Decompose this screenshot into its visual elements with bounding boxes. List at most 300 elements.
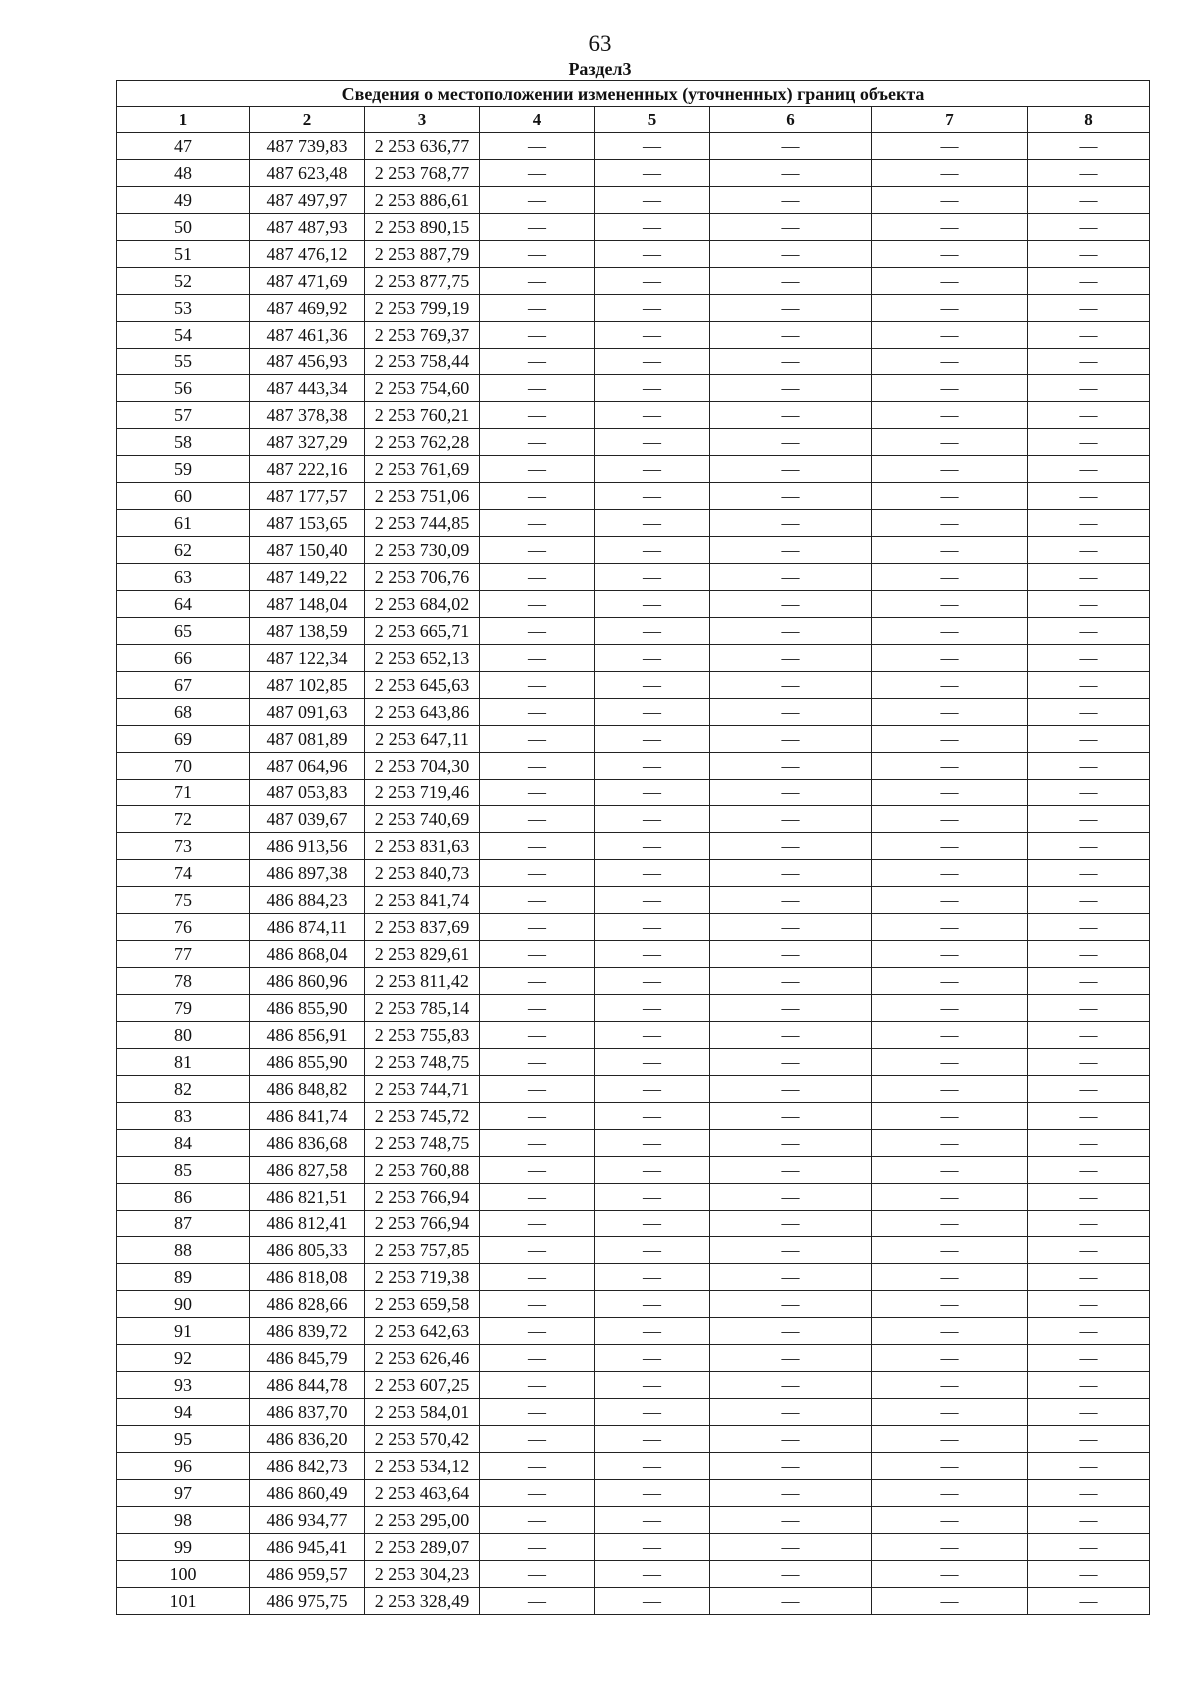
- empty-cell: —: [872, 1210, 1028, 1237]
- empty-cell: —: [480, 537, 595, 564]
- empty-cell: —: [710, 644, 872, 671]
- x-coordinate-cell: 486 945,41: [250, 1533, 365, 1560]
- empty-cell: —: [480, 213, 595, 240]
- empty-cell: —: [872, 1156, 1028, 1183]
- y-coordinate-cell: 2 253 645,63: [365, 671, 480, 698]
- empty-cell: —: [872, 294, 1028, 321]
- x-coordinate-cell: 487 122,34: [250, 644, 365, 671]
- empty-cell: —: [710, 806, 872, 833]
- point-number-cell: 51: [117, 240, 250, 267]
- table-row: [117, 1560, 1150, 1587]
- empty-cell: —: [710, 483, 872, 510]
- y-coordinate-cell: 2 253 719,38: [365, 1264, 480, 1291]
- empty-cell: —: [595, 806, 710, 833]
- x-coordinate-cell: 487 102,85: [250, 671, 365, 698]
- table-row: [117, 671, 1150, 698]
- empty-cell: —: [1028, 294, 1150, 321]
- empty-cell: —: [595, 267, 710, 294]
- point-number-cell: 61: [117, 510, 250, 537]
- point-number-cell: 90: [117, 1291, 250, 1318]
- table-row: [117, 806, 1150, 833]
- y-coordinate-cell: 2 253 328,49: [365, 1587, 480, 1614]
- x-coordinate-cell: 486 855,90: [250, 1048, 365, 1075]
- empty-cell: —: [710, 1587, 872, 1614]
- point-number-cell: 74: [117, 860, 250, 887]
- empty-cell: —: [872, 1264, 1028, 1291]
- empty-cell: —: [480, 752, 595, 779]
- empty-cell: —: [710, 456, 872, 483]
- empty-cell: —: [480, 348, 595, 375]
- y-coordinate-cell: 2 253 837,69: [365, 914, 480, 941]
- x-coordinate-cell: 487 039,67: [250, 806, 365, 833]
- point-number-cell: 59: [117, 456, 250, 483]
- empty-cell: —: [595, 1237, 710, 1264]
- empty-cell: —: [480, 1479, 595, 1506]
- empty-cell: —: [872, 752, 1028, 779]
- point-number-cell: 55: [117, 348, 250, 375]
- y-coordinate-cell: 2 253 761,69: [365, 456, 480, 483]
- empty-cell: —: [595, 240, 710, 267]
- empty-cell: —: [480, 294, 595, 321]
- empty-cell: —: [710, 617, 872, 644]
- empty-cell: —: [480, 1560, 595, 1587]
- empty-cell: —: [595, 1479, 710, 1506]
- empty-cell: —: [480, 402, 595, 429]
- point-number-cell: 63: [117, 564, 250, 591]
- empty-cell: —: [595, 590, 710, 617]
- empty-cell: —: [710, 1021, 872, 1048]
- x-coordinate-cell: 487 487,93: [250, 213, 365, 240]
- empty-cell: —: [595, 914, 710, 941]
- y-coordinate-cell: 2 253 766,94: [365, 1210, 480, 1237]
- point-number-cell: 83: [117, 1102, 250, 1129]
- column-number: 5: [595, 107, 710, 133]
- point-number-cell: 54: [117, 321, 250, 348]
- y-coordinate-cell: 2 253 463,64: [365, 1479, 480, 1506]
- empty-cell: —: [480, 1399, 595, 1426]
- y-coordinate-cell: 2 253 706,76: [365, 564, 480, 591]
- y-coordinate-cell: 2 253 886,61: [365, 186, 480, 213]
- empty-cell: —: [1028, 941, 1150, 968]
- point-number-cell: 57: [117, 402, 250, 429]
- empty-cell: —: [710, 240, 872, 267]
- x-coordinate-cell: 487 497,97: [250, 186, 365, 213]
- table-row: [117, 1587, 1150, 1614]
- empty-cell: —: [710, 402, 872, 429]
- x-coordinate-cell: 487 461,36: [250, 321, 365, 348]
- empty-cell: —: [480, 1291, 595, 1318]
- empty-cell: —: [595, 537, 710, 564]
- empty-cell: —: [595, 1560, 710, 1587]
- x-coordinate-cell: 486 821,51: [250, 1183, 365, 1210]
- y-coordinate-cell: 2 253 719,46: [365, 779, 480, 806]
- table-row: [117, 1183, 1150, 1210]
- empty-cell: —: [480, 698, 595, 725]
- empty-cell: —: [480, 644, 595, 671]
- empty-cell: —: [480, 1237, 595, 1264]
- table-row: [117, 1452, 1150, 1479]
- y-coordinate-cell: 2 253 744,71: [365, 1075, 480, 1102]
- column-number: 4: [480, 107, 595, 133]
- empty-cell: —: [710, 698, 872, 725]
- table-row: [117, 1318, 1150, 1345]
- empty-cell: —: [710, 267, 872, 294]
- empty-cell: —: [872, 267, 1028, 294]
- y-coordinate-cell: 2 253 890,15: [365, 213, 480, 240]
- empty-cell: —: [595, 887, 710, 914]
- empty-cell: —: [710, 1210, 872, 1237]
- point-number-cell: 68: [117, 698, 250, 725]
- y-coordinate-cell: 2 253 877,75: [365, 267, 480, 294]
- empty-cell: —: [595, 617, 710, 644]
- empty-cell: —: [595, 510, 710, 537]
- empty-cell: —: [872, 995, 1028, 1022]
- empty-cell: —: [710, 914, 872, 941]
- y-coordinate-cell: 2 253 755,83: [365, 1021, 480, 1048]
- empty-cell: —: [1028, 1210, 1150, 1237]
- x-coordinate-cell: 487 091,63: [250, 698, 365, 725]
- empty-cell: —: [872, 1237, 1028, 1264]
- empty-cell: —: [480, 806, 595, 833]
- empty-cell: —: [480, 833, 595, 860]
- table-row: [117, 1399, 1150, 1426]
- empty-cell: —: [1028, 995, 1150, 1022]
- empty-cell: —: [872, 1587, 1028, 1614]
- y-coordinate-cell: 2 253 684,02: [365, 590, 480, 617]
- y-coordinate-cell: 2 253 799,19: [365, 294, 480, 321]
- empty-cell: —: [710, 1156, 872, 1183]
- empty-cell: —: [480, 159, 595, 186]
- point-number-cell: 91: [117, 1318, 250, 1345]
- table-row: [117, 213, 1150, 240]
- x-coordinate-cell: 487 327,29: [250, 429, 365, 456]
- y-coordinate-cell: 2 253 748,75: [365, 1129, 480, 1156]
- y-coordinate-cell: 2 253 295,00: [365, 1506, 480, 1533]
- y-coordinate-cell: 2 253 754,60: [365, 375, 480, 402]
- point-number-cell: 73: [117, 833, 250, 860]
- x-coordinate-cell: 486 839,72: [250, 1318, 365, 1345]
- y-coordinate-cell: 2 253 887,79: [365, 240, 480, 267]
- empty-cell: —: [710, 752, 872, 779]
- point-number-cell: 47: [117, 133, 250, 160]
- empty-cell: —: [872, 240, 1028, 267]
- table-row: [117, 348, 1150, 375]
- x-coordinate-cell: 487 081,89: [250, 725, 365, 752]
- empty-cell: —: [710, 1372, 872, 1399]
- column-number-row: [117, 107, 1150, 133]
- x-coordinate-cell: 486 836,68: [250, 1129, 365, 1156]
- empty-cell: —: [480, 1345, 595, 1372]
- point-number-cell: 75: [117, 887, 250, 914]
- empty-cell: —: [1028, 159, 1150, 186]
- y-coordinate-cell: 2 253 730,09: [365, 537, 480, 564]
- point-number-cell: 69: [117, 725, 250, 752]
- x-coordinate-cell: 487 064,96: [250, 752, 365, 779]
- x-coordinate-cell: 486 836,20: [250, 1426, 365, 1453]
- empty-cell: —: [872, 1426, 1028, 1453]
- empty-cell: —: [872, 806, 1028, 833]
- x-coordinate-cell: 486 934,77: [250, 1506, 365, 1533]
- empty-cell: —: [710, 429, 872, 456]
- empty-cell: —: [1028, 1372, 1150, 1399]
- empty-cell: —: [595, 1372, 710, 1399]
- table-row: [117, 779, 1150, 806]
- empty-cell: —: [710, 321, 872, 348]
- y-coordinate-cell: 2 253 607,25: [365, 1372, 480, 1399]
- empty-cell: —: [710, 294, 872, 321]
- table-row: [117, 429, 1150, 456]
- empty-cell: —: [872, 133, 1028, 160]
- table-row: [117, 294, 1150, 321]
- empty-cell: —: [1028, 779, 1150, 806]
- empty-cell: —: [480, 1210, 595, 1237]
- y-coordinate-cell: 2 253 762,28: [365, 429, 480, 456]
- table-row: [117, 510, 1150, 537]
- empty-cell: —: [480, 671, 595, 698]
- empty-cell: —: [710, 833, 872, 860]
- table-row: [117, 1372, 1150, 1399]
- empty-cell: —: [1028, 1345, 1150, 1372]
- y-coordinate-cell: 2 253 785,14: [365, 995, 480, 1022]
- empty-cell: —: [872, 887, 1028, 914]
- x-coordinate-cell: 486 897,38: [250, 860, 365, 887]
- empty-cell: —: [710, 995, 872, 1022]
- point-number-cell: 86: [117, 1183, 250, 1210]
- table-row: [117, 1264, 1150, 1291]
- empty-cell: —: [710, 1102, 872, 1129]
- table-row: [117, 375, 1150, 402]
- empty-cell: —: [480, 133, 595, 160]
- empty-cell: —: [480, 1426, 595, 1453]
- x-coordinate-cell: 487 469,92: [250, 294, 365, 321]
- empty-cell: —: [595, 1210, 710, 1237]
- table-row: [117, 402, 1150, 429]
- empty-cell: —: [595, 995, 710, 1022]
- empty-cell: —: [480, 914, 595, 941]
- empty-cell: —: [710, 1237, 872, 1264]
- empty-cell: —: [710, 1318, 872, 1345]
- empty-cell: —: [1028, 860, 1150, 887]
- y-coordinate-cell: 2 253 659,58: [365, 1291, 480, 1318]
- empty-cell: —: [1028, 564, 1150, 591]
- point-number-cell: 48: [117, 159, 250, 186]
- empty-cell: —: [595, 1156, 710, 1183]
- empty-cell: —: [1028, 1291, 1150, 1318]
- empty-cell: —: [710, 968, 872, 995]
- column-number: 2: [250, 107, 365, 133]
- y-coordinate-cell: 2 253 304,23: [365, 1560, 480, 1587]
- empty-cell: —: [595, 1426, 710, 1453]
- empty-cell: —: [872, 698, 1028, 725]
- y-coordinate-cell: 2 253 841,74: [365, 887, 480, 914]
- empty-cell: —: [480, 1533, 595, 1560]
- y-coordinate-cell: 2 253 740,69: [365, 806, 480, 833]
- empty-cell: —: [710, 887, 872, 914]
- empty-cell: —: [595, 1129, 710, 1156]
- empty-cell: —: [710, 1426, 872, 1453]
- empty-cell: —: [872, 671, 1028, 698]
- table-row: [117, 833, 1150, 860]
- empty-cell: —: [710, 537, 872, 564]
- table-row: [117, 617, 1150, 644]
- table-row: [117, 995, 1150, 1022]
- y-coordinate-cell: 2 253 831,63: [365, 833, 480, 860]
- table-row: [117, 887, 1150, 914]
- empty-cell: —: [480, 1129, 595, 1156]
- empty-cell: —: [480, 1156, 595, 1183]
- empty-cell: —: [872, 1102, 1028, 1129]
- empty-cell: —: [1028, 1399, 1150, 1426]
- empty-cell: —: [872, 456, 1028, 483]
- empty-cell: —: [872, 860, 1028, 887]
- y-coordinate-cell: 2 253 584,01: [365, 1399, 480, 1426]
- x-coordinate-cell: 486 827,58: [250, 1156, 365, 1183]
- table-row: [117, 1345, 1150, 1372]
- empty-cell: —: [1028, 240, 1150, 267]
- empty-cell: —: [595, 1264, 710, 1291]
- table-row: [117, 1237, 1150, 1264]
- point-number-cell: 52: [117, 267, 250, 294]
- y-coordinate-cell: 2 253 570,42: [365, 1426, 480, 1453]
- point-number-cell: 72: [117, 806, 250, 833]
- empty-cell: —: [595, 860, 710, 887]
- empty-cell: —: [595, 1345, 710, 1372]
- empty-cell: —: [595, 483, 710, 510]
- y-coordinate-cell: 2 253 745,72: [365, 1102, 480, 1129]
- empty-cell: —: [1028, 752, 1150, 779]
- empty-cell: —: [595, 1075, 710, 1102]
- empty-cell: —: [1028, 1506, 1150, 1533]
- table-row: [117, 483, 1150, 510]
- x-coordinate-cell: 486 868,04: [250, 941, 365, 968]
- empty-cell: —: [710, 860, 872, 887]
- empty-cell: —: [1028, 914, 1150, 941]
- y-coordinate-cell: 2 253 751,06: [365, 483, 480, 510]
- empty-cell: —: [480, 1452, 595, 1479]
- empty-cell: —: [1028, 1452, 1150, 1479]
- point-number-cell: 64: [117, 590, 250, 617]
- empty-cell: —: [1028, 1102, 1150, 1129]
- empty-cell: —: [1028, 1021, 1150, 1048]
- empty-cell: —: [872, 1479, 1028, 1506]
- column-number: 7: [872, 107, 1028, 133]
- column-number: 1: [117, 107, 250, 133]
- empty-cell: —: [595, 213, 710, 240]
- y-coordinate-cell: 2 253 757,85: [365, 1237, 480, 1264]
- empty-cell: —: [710, 1506, 872, 1533]
- empty-cell: —: [480, 725, 595, 752]
- empty-cell: —: [480, 456, 595, 483]
- empty-cell: —: [595, 833, 710, 860]
- empty-cell: —: [872, 564, 1028, 591]
- x-coordinate-cell: 486 805,33: [250, 1237, 365, 1264]
- x-coordinate-cell: 486 845,79: [250, 1345, 365, 1372]
- x-coordinate-cell: 486 860,49: [250, 1479, 365, 1506]
- empty-cell: —: [1028, 617, 1150, 644]
- empty-cell: —: [1028, 698, 1150, 725]
- empty-cell: —: [480, 1183, 595, 1210]
- y-coordinate-cell: 2 253 704,30: [365, 752, 480, 779]
- x-coordinate-cell: 487 149,22: [250, 564, 365, 591]
- empty-cell: —: [595, 779, 710, 806]
- point-number-cell: 76: [117, 914, 250, 941]
- empty-cell: —: [480, 860, 595, 887]
- y-coordinate-cell: 2 253 829,61: [365, 941, 480, 968]
- x-coordinate-cell: 486 841,74: [250, 1102, 365, 1129]
- point-number-cell: 60: [117, 483, 250, 510]
- empty-cell: —: [595, 752, 710, 779]
- y-coordinate-cell: 2 253 768,77: [365, 159, 480, 186]
- empty-cell: —: [595, 402, 710, 429]
- x-coordinate-cell: 486 844,78: [250, 1372, 365, 1399]
- y-coordinate-cell: 2 253 636,77: [365, 133, 480, 160]
- empty-cell: —: [872, 1075, 1028, 1102]
- point-number-cell: 96: [117, 1452, 250, 1479]
- empty-cell: —: [480, 590, 595, 617]
- y-coordinate-cell: 2 253 643,86: [365, 698, 480, 725]
- empty-cell: —: [1028, 133, 1150, 160]
- empty-cell: —: [1028, 402, 1150, 429]
- empty-cell: —: [480, 941, 595, 968]
- empty-cell: —: [710, 1345, 872, 1372]
- empty-cell: —: [1028, 1156, 1150, 1183]
- point-number-cell: 88: [117, 1237, 250, 1264]
- empty-cell: —: [872, 1372, 1028, 1399]
- y-coordinate-cell: 2 253 652,13: [365, 644, 480, 671]
- empty-cell: —: [710, 1452, 872, 1479]
- empty-cell: —: [710, 1291, 872, 1318]
- column-number: 3: [365, 107, 480, 133]
- x-coordinate-cell: 487 222,16: [250, 456, 365, 483]
- y-coordinate-cell: 2 253 665,71: [365, 617, 480, 644]
- empty-cell: —: [480, 267, 595, 294]
- empty-cell: —: [1028, 1075, 1150, 1102]
- point-number-cell: 82: [117, 1075, 250, 1102]
- empty-cell: —: [595, 564, 710, 591]
- empty-cell: —: [1028, 1533, 1150, 1560]
- empty-cell: —: [595, 321, 710, 348]
- empty-cell: —: [595, 1291, 710, 1318]
- table-row: [117, 725, 1150, 752]
- empty-cell: —: [1028, 1479, 1150, 1506]
- y-coordinate-cell: 2 253 744,85: [365, 510, 480, 537]
- empty-cell: —: [595, 1183, 710, 1210]
- empty-cell: —: [1028, 887, 1150, 914]
- table-row: [117, 1291, 1150, 1318]
- empty-cell: —: [1028, 833, 1150, 860]
- point-number-cell: 98: [117, 1506, 250, 1533]
- empty-cell: —: [595, 294, 710, 321]
- empty-cell: —: [480, 779, 595, 806]
- x-coordinate-cell: 487 443,34: [250, 375, 365, 402]
- empty-cell: —: [595, 1452, 710, 1479]
- point-number-cell: 101: [117, 1587, 250, 1614]
- table-row: [117, 133, 1150, 160]
- empty-cell: —: [1028, 1587, 1150, 1614]
- table-row: [117, 1075, 1150, 1102]
- table-row: [117, 321, 1150, 348]
- empty-cell: —: [1028, 429, 1150, 456]
- empty-cell: —: [872, 1183, 1028, 1210]
- empty-cell: —: [595, 133, 710, 160]
- empty-cell: —: [710, 725, 872, 752]
- column-number: 8: [1028, 107, 1150, 133]
- table-row: [117, 1506, 1150, 1533]
- empty-cell: —: [480, 995, 595, 1022]
- point-number-cell: 78: [117, 968, 250, 995]
- empty-cell: —: [595, 941, 710, 968]
- x-coordinate-cell: 487 153,65: [250, 510, 365, 537]
